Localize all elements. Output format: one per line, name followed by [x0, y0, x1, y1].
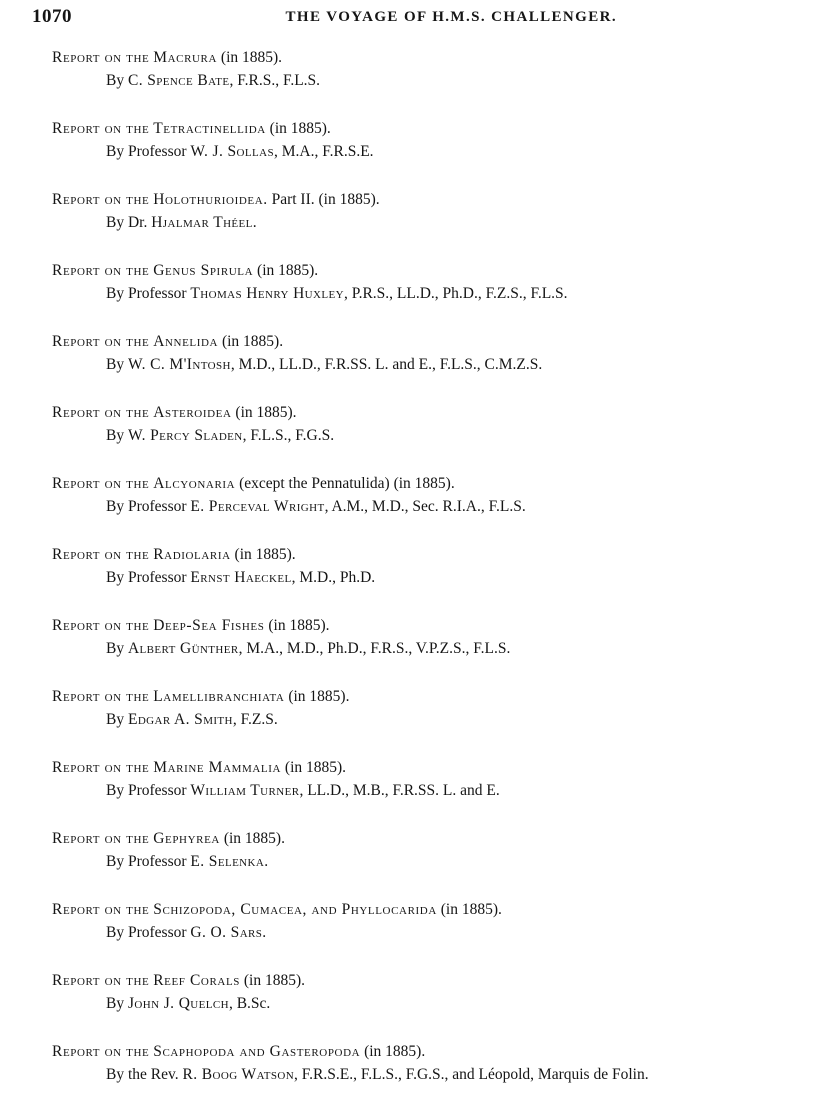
author-prefix: By the Rev. [106, 1066, 179, 1083]
report-date: Part II. (in 1885). [271, 191, 380, 208]
author-credentials: , F.L.S., F.G.S. [242, 427, 335, 444]
report-date: (except the Pennatulida) (in 1885). [239, 475, 455, 492]
report-prefix: Report on the [52, 49, 150, 66]
author-credentials: , LL.D., M.B., F.R.SS. L. and E. [299, 782, 500, 799]
author-credentials: , P.R.S., LL.D., Ph.D., F.Z.S., F.L.S. [343, 285, 568, 302]
report-entry [52, 900, 812, 971]
author-credentials: , B.Sc. [228, 995, 271, 1012]
page-number: 1070 [32, 6, 72, 27]
report-author-line [52, 639, 812, 659]
author-credentials: , M.D., LL.D., F.R.SS. L. and E., F.L.S., C.M.Z.S. [230, 356, 543, 373]
author-name: Ernst Haeckel [190, 569, 292, 586]
author-name: W. Percy Sladen [127, 427, 243, 444]
report-prefix: Report on the [52, 546, 150, 563]
report-entry [52, 687, 812, 758]
report-entry [52, 119, 812, 190]
report-entry [52, 332, 812, 403]
author-credentials: , A.M., M.D., Sec. R.I.A., F.L.S. [324, 498, 526, 515]
report-entry [52, 616, 812, 687]
report-entry [52, 474, 812, 545]
report-prefix: Report on the [52, 901, 150, 918]
report-author-line [52, 568, 812, 588]
report-date: (in 1885). [220, 49, 283, 66]
author-name: William Turner [190, 782, 300, 799]
report-prefix: Report on the [52, 972, 150, 989]
report-subject: Reef Corals [153, 972, 240, 989]
report-subject: Annelida [153, 333, 219, 350]
report-author-line [52, 994, 812, 1014]
author-name: W. J. Sollas [190, 143, 274, 160]
report-prefix: Report on the [52, 830, 150, 847]
author-credentials: , M.D., Ph.D. [291, 569, 376, 586]
author-name: E. Perceval Wright [190, 498, 325, 515]
report-prefix: Report on the [52, 191, 150, 208]
report-date: (in 1885). [234, 546, 296, 563]
report-author-line [52, 710, 812, 730]
report-prefix: Report on the [52, 617, 150, 634]
report-subject: Marine Mammalia [153, 759, 282, 776]
author-credentials: , F.R.S.E., F.L.S., F.G.S., and Léopold, Marquis de Folin. [294, 1066, 649, 1083]
report-prefix: Report on the [52, 759, 150, 776]
report-date: (in 1885). [364, 1043, 426, 1060]
report-title-line [52, 403, 812, 423]
author-prefix: By Professor [106, 143, 187, 160]
author-prefix: By [106, 427, 125, 444]
report-prefix: Report on the [52, 688, 150, 705]
author-prefix: By [106, 356, 125, 373]
author-name: G. O. Sars [190, 924, 263, 941]
author-prefix: By Professor [106, 498, 187, 515]
author-prefix: By Professor [106, 285, 187, 302]
report-author-line [52, 923, 812, 943]
author-name: W. C. M'Intosh [127, 356, 231, 373]
report-subject: Asteroidea [153, 404, 232, 421]
author-name: E. Selenka [190, 853, 265, 870]
report-prefix: Report on the [52, 1043, 150, 1060]
report-entry [52, 829, 812, 900]
author-credentials: , M.A., M.D., Ph.D., F.R.S., V.P.Z.S., F.L.S. [238, 640, 511, 657]
author-prefix: By Professor [106, 569, 187, 586]
report-entry [52, 261, 812, 332]
report-date: (in 1885). [235, 404, 297, 421]
report-author-line [52, 781, 812, 801]
report-title-line [52, 616, 812, 636]
author-credentials: . [264, 853, 269, 870]
report-author-line [52, 71, 812, 91]
report-author-line [52, 426, 812, 446]
report-title-line [52, 829, 812, 849]
report-title-line [52, 119, 812, 139]
report-subject: Alcyonaria [153, 475, 236, 492]
report-title-line [52, 758, 812, 778]
author-prefix: By [106, 640, 125, 657]
report-author-line [52, 1065, 812, 1085]
report-date: (in 1885). [257, 262, 319, 279]
report-subject: Lamellibranchiata [153, 688, 285, 705]
report-author-line [52, 355, 812, 375]
report-prefix: Report on the [52, 404, 150, 421]
report-subject: Holothurioidea. [153, 191, 268, 208]
author-prefix: By Professor [106, 782, 187, 799]
author-credentials: . [252, 214, 257, 231]
report-entry [52, 1042, 812, 1113]
report-subject: Radiolaria [153, 546, 231, 563]
report-date: (in 1885). [440, 901, 502, 918]
author-prefix: By [106, 72, 125, 89]
report-date: (in 1885). [243, 972, 306, 989]
report-date: (in 1885). [284, 759, 347, 776]
report-title-line [52, 900, 812, 920]
report-entry [52, 190, 812, 261]
report-date: (in 1885). [223, 830, 285, 847]
author-name: Albert Günther [127, 640, 239, 657]
author-name: Thomas Henry Huxley [190, 285, 344, 302]
author-prefix: By Professor [106, 853, 187, 870]
report-title-line [52, 687, 812, 707]
report-entry [52, 403, 812, 474]
report-entry [52, 971, 812, 1042]
author-prefix: By Professor [106, 924, 187, 941]
report-title-line [52, 545, 812, 565]
author-name: John J. Quelch [127, 995, 229, 1012]
report-prefix: Report on the [52, 262, 150, 279]
author-credentials: . [262, 924, 267, 941]
report-entry [52, 48, 812, 119]
page-header [32, 6, 617, 30]
author-prefix: By Dr. [106, 214, 148, 231]
report-subject: Scaphopoda and Gasteropoda [153, 1043, 361, 1060]
report-subject: Schizopoda, Cumacea, and Phyllocarida [153, 901, 437, 918]
report-author-line [52, 852, 812, 872]
author-credentials: , M.A., F.R.S.E. [274, 143, 374, 160]
report-title-line [52, 190, 812, 210]
report-subject: Tetractinellida [153, 120, 266, 137]
report-date: (in 1885). [268, 617, 330, 634]
report-author-line [52, 497, 812, 517]
report-subject: Genus Spirula [153, 262, 254, 279]
author-credentials: , F.Z.S. [232, 711, 278, 728]
report-author-line [52, 213, 812, 233]
running-title: THE VOYAGE OF H.M.S. CHALLENGER. [285, 9, 617, 25]
report-date: (in 1885). [221, 333, 284, 350]
author-name: Edgar A. Smith [127, 711, 233, 728]
report-prefix: Report on the [52, 333, 150, 350]
report-date: (in 1885). [269, 120, 331, 137]
report-entry [52, 545, 812, 616]
report-title-line [52, 261, 812, 281]
author-name: Hjalmar Théel [151, 214, 253, 231]
report-subject: Gephyrea [153, 830, 220, 847]
report-subject: Macrura [153, 49, 218, 66]
report-author-line [52, 142, 812, 162]
author-name: C. Spence Bate [127, 72, 230, 89]
author-prefix: By [106, 711, 125, 728]
report-title-line [52, 332, 812, 352]
author-name: R. Boog Watson [182, 1066, 295, 1083]
report-title-line [52, 971, 812, 991]
report-prefix: Report on the [52, 475, 150, 492]
author-prefix: By [106, 995, 125, 1012]
report-title-line [52, 1042, 812, 1062]
report-entry [52, 758, 812, 829]
author-credentials: , F.R.S., F.L.S. [229, 72, 321, 89]
report-title-line [52, 48, 812, 68]
report-prefix: Report on the [52, 120, 150, 137]
report-subject: Deep-Sea Fishes [153, 617, 265, 634]
report-title-line [52, 474, 812, 494]
report-author-line [52, 284, 812, 304]
report-list [52, 48, 812, 1113]
report-date: (in 1885). [288, 688, 350, 705]
